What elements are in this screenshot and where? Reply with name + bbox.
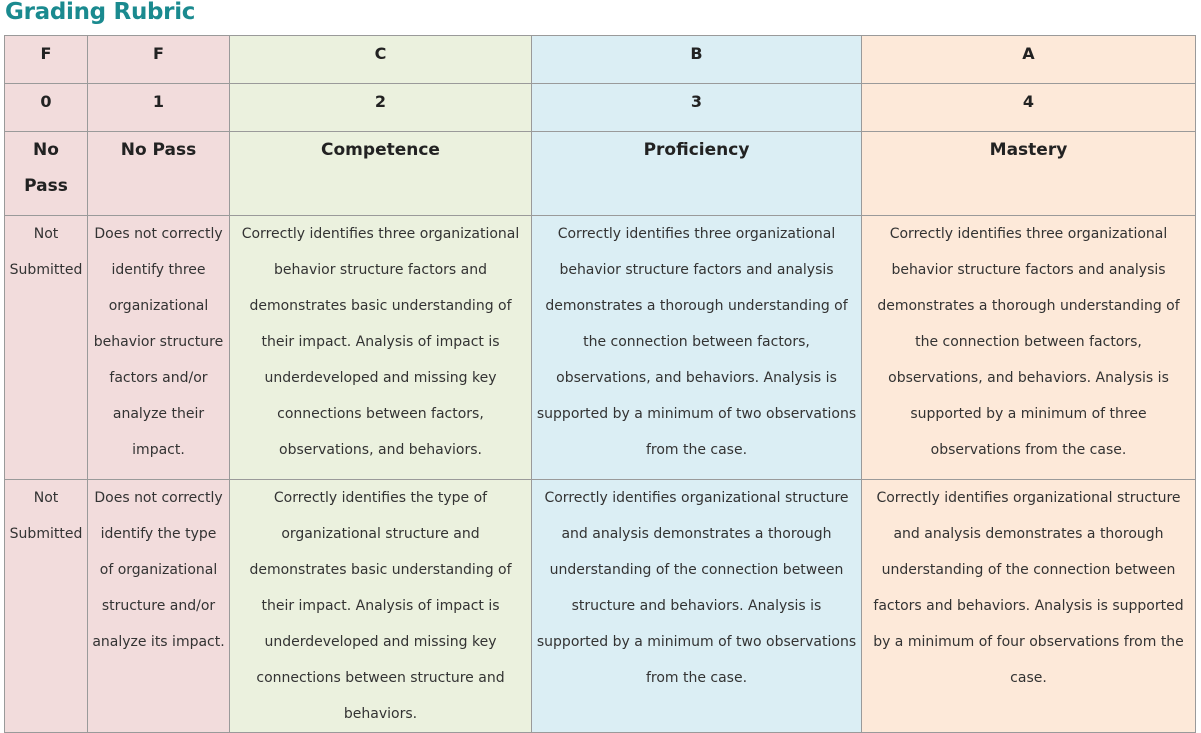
grade-letter-cell: B — [532, 36, 862, 84]
level-label-cell: Competence — [230, 132, 532, 216]
criterion-cell: Correctly identifies three organizational behavior structure factors and analysis demonstrates a thorough understanding of the connection between factors, observations, and behaviors. Analysis is supported by a minimum of two observations from the case. — [532, 216, 862, 480]
grade-letter-cell: A — [862, 36, 1196, 84]
criterion-cell: Does not correctly identify the type of organizational structure and/or analyze its impact. — [88, 480, 230, 733]
level-label-row — [5, 132, 1196, 216]
points-cell: 4 — [862, 84, 1196, 132]
level-label-cell: No Pass — [88, 132, 230, 216]
points-row — [5, 84, 1196, 132]
grade-letter-row — [5, 36, 1196, 84]
level-label-cell: Mastery — [862, 132, 1196, 216]
criterion-cell: Correctly identifies organizational structure and analysis demonstrates a thorough understanding of the connection between factors and behaviors. Analysis is supported by a minimum of four observations from the case. — [862, 480, 1196, 733]
points-cell: 0 — [5, 84, 88, 132]
criterion-cell: Correctly identifies three organizational behavior structure factors and analysis demonstrates a thorough understanding of the connection between factors, observations, and behaviors. Analysis is supported by a minimum of three observations from the case. — [862, 216, 1196, 480]
level-label-cell: No Pass — [5, 132, 88, 216]
criterion-row — [5, 216, 1196, 480]
level-label-cell: Proficiency — [532, 132, 862, 216]
criterion-cell: Not Submitted — [5, 216, 88, 480]
points-cell: 1 — [88, 84, 230, 132]
page-title: Grading Rubric — [5, 0, 196, 25]
grade-letter-cell: F — [88, 36, 230, 84]
criterion-row — [5, 480, 1196, 733]
criterion-cell: Correctly identifies the type of organizational structure and demonstrates basic understanding of their impact. Analysis of impact is underdeveloped and missing key connections between structure and behaviors. — [230, 480, 532, 733]
points-cell: 3 — [532, 84, 862, 132]
criterion-cell: Does not correctly identify three organizational behavior structure factors and/or analyze their impact. — [88, 216, 230, 480]
grade-letter-cell: C — [230, 36, 532, 84]
points-cell: 2 — [230, 84, 532, 132]
criterion-cell: Correctly identifies three organizational behavior structure factors and demonstrates basic understanding of their impact. Analysis of impact is underdeveloped and missing key connections between factors, observations, and behaviors. — [230, 216, 532, 480]
criterion-cell: Correctly identifies organizational structure and analysis demonstrates a thorough understanding of the connection between structure and behaviors. Analysis is supported by a minimum of two observations from the case. — [532, 480, 862, 733]
criterion-cell: Not Submitted — [5, 480, 88, 733]
grading-rubric-table — [4, 35, 1196, 733]
grade-letter-cell: F — [5, 36, 88, 84]
